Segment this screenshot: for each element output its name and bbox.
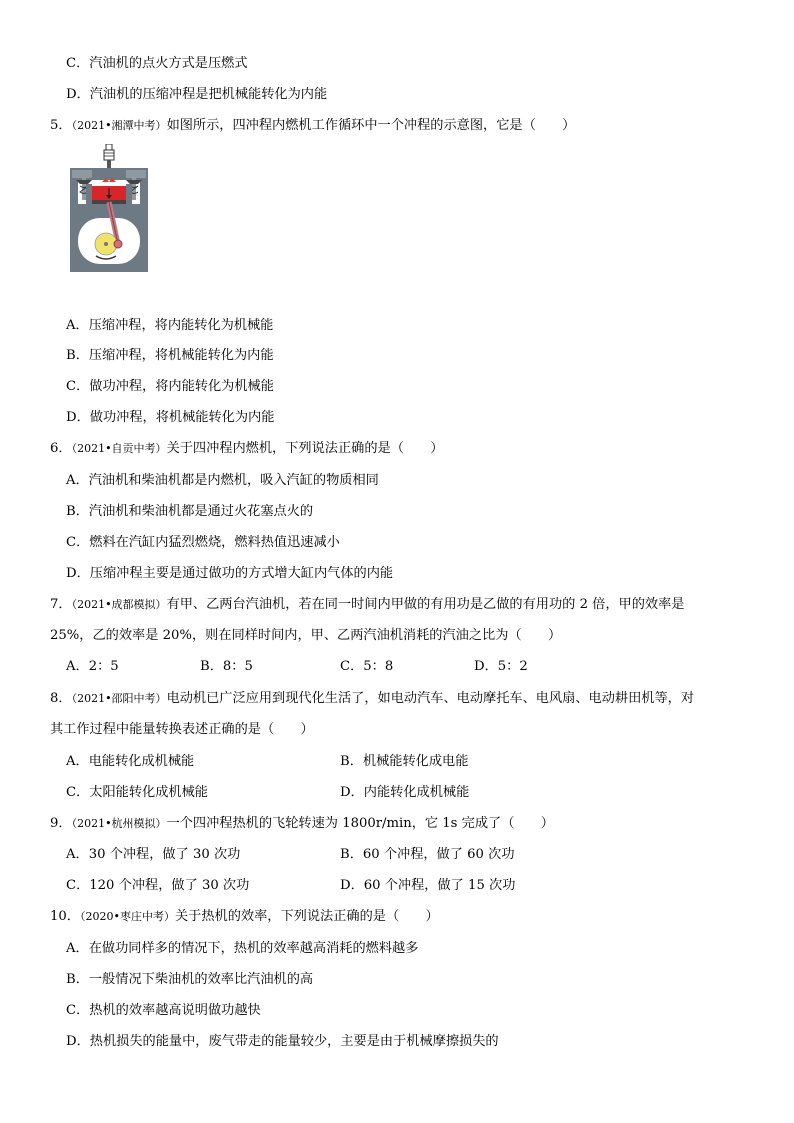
q6-option-a: A．汽油机和柴油机都是内燃机，吸入汽缸的物质相同 bbox=[66, 473, 379, 488]
q7-source: （2021•成都模拟） bbox=[71, 598, 167, 611]
q6-stem-text: 关于四冲程内燃机，下列说法正确的是（ ） bbox=[166, 441, 444, 456]
q7-option-b: B．8：5 bbox=[200, 659, 253, 674]
q6-option-b: B．汽油机和柴油机都是通过火花塞点火的 bbox=[66, 504, 314, 519]
q10-option-c: C．热机的效率越高说明做功越快 bbox=[66, 1003, 261, 1018]
q5-source: （2021•湘潭中考） bbox=[71, 119, 167, 132]
q7-option-a: A．2：5 bbox=[66, 659, 119, 674]
q7-stem-line1: 有甲、乙两台汽油机，若在同一时间内甲做的有用功是乙做的有用功的 2 倍，甲的效率是 bbox=[166, 597, 685, 612]
q8-option-a: A．电能转化成机械能 bbox=[66, 754, 195, 769]
q10-option-a: A．在做功同样多的情况下，热机的效率越高消耗的燃料越多 bbox=[66, 941, 419, 956]
q6-option-c: C．燃料在汽缸内猛烈燃烧，燃料热值迅速减小 bbox=[66, 535, 340, 550]
q8-stem-line1: 电动机已广泛应用到现代化生活了，如电动汽车、电动摩托车、电风扇、电动耕田机等，对 bbox=[166, 691, 695, 706]
q6-stem bbox=[50, 441, 444, 457]
q5-stem bbox=[50, 118, 575, 134]
q8-number: 8． bbox=[50, 691, 72, 706]
q10-stem-text: 关于热机的效率，下列说法正确的是（ ） bbox=[174, 909, 439, 924]
q7-stem bbox=[50, 597, 684, 613]
q7-option-d: D．5：2 bbox=[474, 659, 528, 674]
q8-option-c: C．太阳能转化成机械能 bbox=[66, 785, 208, 800]
q9-option-a: A．30 个冲程，做了 30 次功 bbox=[66, 847, 241, 862]
four-stroke-engine-diagram-icon bbox=[66, 144, 152, 274]
q5-option-b: B．压缩冲程，将机械能转化为内能 bbox=[66, 348, 274, 363]
q7-stem-line2: 25%，乙的效率是 20%，则在同样时间内，甲、乙两汽油机消耗的汽油之比为（ ） bbox=[50, 628, 562, 643]
q10-number: 10． bbox=[50, 909, 80, 924]
q5-option-a: A．压缩冲程，将内能转化为机械能 bbox=[66, 318, 274, 333]
q8-stem-line2: 其工作过程中能量转换表述正确的是（ ） bbox=[50, 722, 314, 737]
q9-option-d: D．60 个冲程，做了 15 次功 bbox=[340, 878, 516, 893]
q5-stem-text: 如图所示，四冲程内燃机工作循环中一个冲程的示意图，它是（ ） bbox=[166, 118, 576, 133]
q5-option-d: D．做功冲程，将机械能转化为内能 bbox=[66, 410, 275, 425]
q8-source: （2021•邵阳中考） bbox=[71, 692, 167, 705]
q10-source: （2020•枣庄中考） bbox=[79, 910, 175, 923]
q8-stem bbox=[50, 691, 694, 707]
q9-number: 9． bbox=[50, 816, 72, 831]
q4-option-d: D．汽油机的压缩冲程是把机械能转化为内能 bbox=[66, 87, 328, 102]
q8-option-d: D．内能转化成机械能 bbox=[340, 785, 470, 800]
q6-source: （2021•自贡中考） bbox=[71, 442, 167, 455]
q6-number: 6． bbox=[50, 441, 72, 456]
q10-option-d: D．热机损失的能量中，废气带走的能量较少，主要是由于机械摩擦损失的 bbox=[66, 1034, 499, 1049]
q8-option-b: B．机械能转化成电能 bbox=[340, 754, 469, 769]
q5-option-c: C．做功冲程，将内能转化为机械能 bbox=[66, 379, 274, 394]
q9-stem bbox=[50, 816, 554, 832]
q5-number: 5． bbox=[50, 118, 72, 133]
q9-option-b: B．60 个冲程，做了 60 次功 bbox=[340, 847, 515, 862]
q10-option-b: B．一般情况下柴油机的效率比汽油机的高 bbox=[66, 972, 314, 987]
q10-stem bbox=[50, 909, 439, 925]
q9-stem-text: 一个四冲程热机的飞轮转速为 1800r/min，它 1s 完成了（ ） bbox=[166, 816, 554, 831]
q6-option-d: D．压缩冲程主要是通过做功的方式增大缸内气体的内能 bbox=[66, 566, 394, 581]
q9-source: （2021•杭州模拟） bbox=[71, 817, 167, 830]
q7-option-c: C．5：8 bbox=[340, 659, 394, 674]
q7-number: 7． bbox=[50, 597, 72, 612]
q4-option-c: C．汽油机的点火方式是压燃式 bbox=[66, 56, 248, 71]
q9-option-c: C．120 个冲程，做了 30 次功 bbox=[66, 878, 250, 893]
